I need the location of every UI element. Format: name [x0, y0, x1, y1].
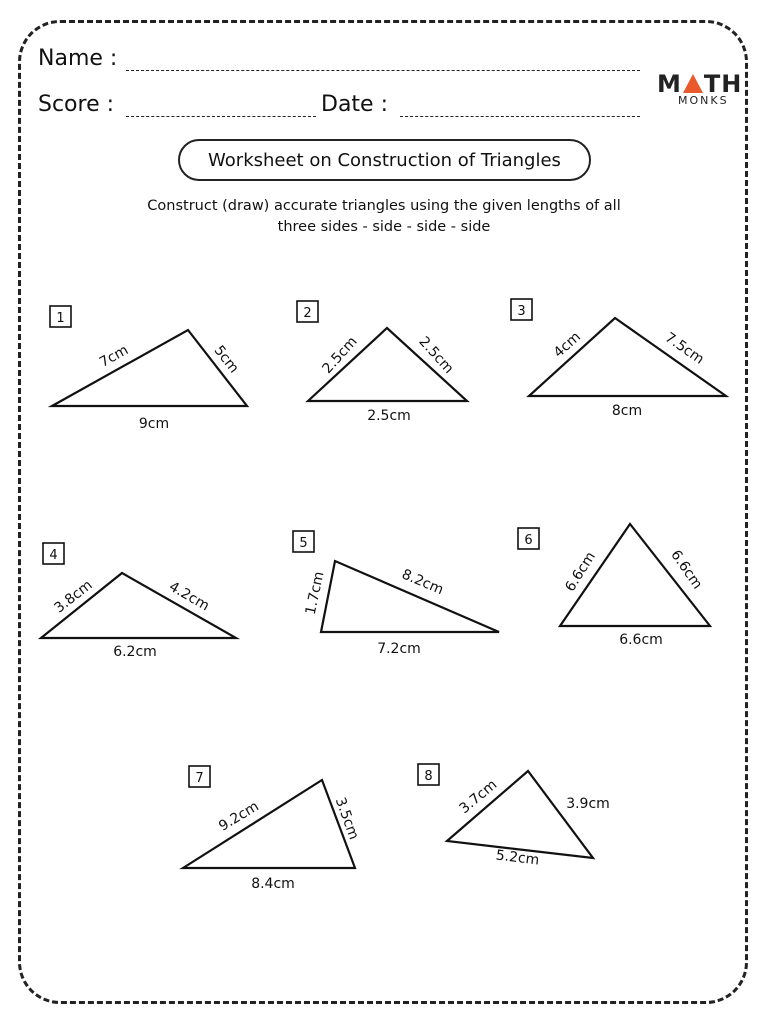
- problem-7: [183, 766, 362, 892]
- side-label: 2.5cm: [319, 333, 361, 377]
- side-label: 7cm: [96, 342, 132, 371]
- date-label: Date :: [321, 92, 388, 117]
- problem-6: [518, 524, 710, 648]
- side-label: 6.6cm: [619, 632, 663, 648]
- side-label: 2.5cm: [367, 408, 411, 424]
- score-label: Score :: [38, 92, 115, 117]
- math-monks-logo: M TH MONKS: [657, 70, 743, 107]
- instructions-line-2: three sides - side - side - side: [277, 219, 491, 235]
- problem-number: 8: [424, 769, 433, 784]
- side-label: 7.5cm: [661, 329, 707, 368]
- problem-number: 6: [524, 533, 533, 548]
- side-label: 6.6cm: [562, 549, 599, 595]
- side-label: 1.7cm: [302, 570, 328, 617]
- side-label: 3.5cm: [331, 795, 362, 842]
- side-label: 6.6cm: [667, 547, 706, 593]
- side-label: 8cm: [611, 403, 643, 419]
- logo-subtext: MONKS: [678, 94, 729, 107]
- side-label: 8.4cm: [251, 876, 295, 892]
- problem-5: [293, 531, 499, 657]
- side-label: 6.2cm: [113, 644, 157, 660]
- worksheet-title: Worksheet on Construction of Triangles: [178, 139, 591, 181]
- problem-number: 1: [56, 311, 65, 326]
- side-label: 2.5cm: [415, 333, 457, 377]
- side-label: 7.2cm: [377, 641, 421, 657]
- problem-number: 2: [303, 306, 312, 321]
- side-label: 4cm: [550, 328, 584, 362]
- problem-8: [418, 764, 610, 869]
- problem-1: [50, 306, 247, 432]
- problem-number: 7: [195, 771, 204, 786]
- problem-4: [41, 543, 236, 660]
- side-label: 9cm: [138, 416, 170, 432]
- triangle: [52, 330, 247, 406]
- problem-number: 3: [517, 304, 526, 319]
- triangle: [183, 780, 355, 868]
- problem-3: [511, 299, 726, 419]
- side-label: 5.2cm: [494, 847, 541, 869]
- problem-number: 5: [299, 536, 308, 551]
- side-label: 5cm: [210, 342, 242, 377]
- side-label: 9.2cm: [216, 798, 262, 835]
- side-label: 3.7cm: [456, 776, 501, 818]
- side-label: 3.8cm: [51, 577, 96, 617]
- problem-number: 4: [49, 548, 58, 563]
- side-label: 8.2cm: [399, 566, 446, 599]
- side-label: 3.9cm: [566, 796, 610, 812]
- problem-2: [297, 301, 467, 424]
- name-label: Name :: [38, 46, 118, 71]
- instructions-line-1: Construct (draw) accurate triangles using the given lengths of all: [147, 198, 621, 214]
- side-label: 4.2cm: [166, 578, 212, 615]
